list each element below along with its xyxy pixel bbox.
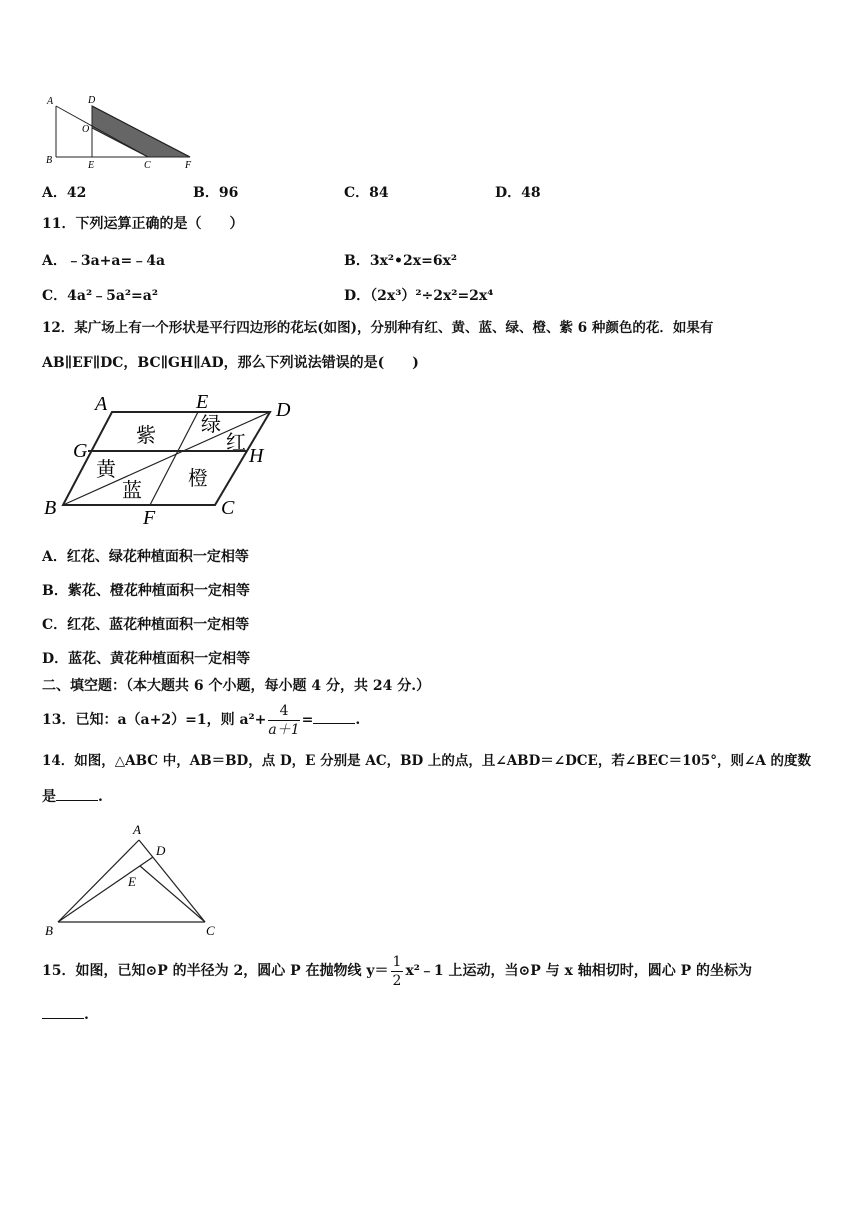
- q15-suffix: x²﹣1 上运动，当⊙P 与 x 轴相切时，圆心 P 的坐标为: [405, 963, 753, 979]
- q12-option-c[interactable]: C．红花、蓝花种植面积一定相等: [42, 617, 250, 633]
- q15-frac-den: 2: [392, 972, 402, 989]
- label-C: C: [206, 923, 215, 938]
- label-B: B: [45, 923, 53, 938]
- label-D: D: [156, 843, 166, 858]
- q15-line1: [42, 951, 752, 991]
- region-purple: 紫: [136, 425, 156, 447]
- q13-answer-blank[interactable]: [313, 709, 355, 724]
- region-yellow: 黄: [96, 459, 116, 481]
- label-E: E: [196, 392, 209, 413]
- q13-frac-num: 4: [268, 702, 299, 721]
- label-A: A: [133, 822, 141, 837]
- q10-option-a[interactable]: A．42: [42, 185, 87, 201]
- label-D: D: [276, 399, 291, 421]
- q13: [42, 700, 360, 740]
- figure-q10: [40, 92, 200, 172]
- q14-line1: 14．如图，△ABC 中，AB＝BD，点 D，E 分别是 AC，BD 上的点，且∠ABD＝∠DCE，若∠BEC＝105°，则∠A 的度数: [42, 753, 812, 769]
- q11-option-a[interactable]: A．﹣3a+a=﹣4a: [42, 253, 166, 269]
- label-E: E: [128, 874, 136, 889]
- region-blue: 蓝: [122, 480, 142, 502]
- q13-fraction: [268, 702, 299, 739]
- q15-answer-blank[interactable]: [42, 1004, 84, 1019]
- q14-line2: [42, 786, 103, 807]
- label-C: C: [221, 497, 235, 519]
- q15-frac-num: 1: [392, 953, 402, 970]
- q12-stem-line2: AB∥EF∥DC，BC∥GH∥AD，那么下列说法错误的是( ): [42, 355, 419, 371]
- q15-line2: [42, 1004, 89, 1025]
- q11-option-d[interactable]: D．（2x³）²÷2x²=2x⁴: [344, 288, 494, 304]
- q14-line2-prefix: 是: [42, 789, 56, 805]
- q13-end: .: [355, 712, 361, 728]
- label-A: A: [95, 393, 108, 415]
- q10-option-b[interactable]: B．96: [193, 185, 239, 201]
- label-B: B: [44, 497, 57, 519]
- figure-q14: [40, 818, 230, 940]
- label-B: B: [46, 155, 53, 166]
- q14-line2-suffix: .: [98, 789, 103, 805]
- q13-frac-den: a＋1: [268, 721, 300, 738]
- q11-option-c[interactable]: C．4a²﹣5a²=a²: [42, 288, 158, 304]
- q12-option-a[interactable]: A．红花、绿花种植面积一定相等: [42, 549, 249, 565]
- q12-option-d[interactable]: D．蓝花、黄花种植面积一定相等: [42, 651, 251, 667]
- q11-option-b[interactable]: B．3x²•2x=6x²: [344, 253, 458, 269]
- q14-answer-blank[interactable]: [56, 786, 98, 801]
- label-A: A: [47, 96, 54, 107]
- region-red: 红: [226, 432, 246, 454]
- label-G: G: [73, 440, 88, 462]
- label-D: D: [88, 95, 96, 106]
- label-E: E: [88, 160, 95, 171]
- region-orange: 橙: [188, 468, 208, 490]
- label-H: H: [249, 445, 264, 467]
- label-F: F: [185, 160, 192, 171]
- region-green: 绿: [201, 414, 221, 436]
- figure-q12: [40, 392, 310, 532]
- q10-option-c[interactable]: C．84: [344, 185, 389, 201]
- label-C: C: [144, 160, 151, 171]
- label-F: F: [143, 507, 156, 529]
- q10-option-d[interactable]: D．48: [495, 185, 541, 201]
- q12-option-b[interactable]: B．紫花、橙花种植面积一定相等: [42, 583, 250, 599]
- q13-prefix: 13．已知：a（a+2）=1，则 a²+: [42, 712, 267, 728]
- q11-stem: 11．下列运算正确的是（ ）: [42, 216, 244, 232]
- q12-stem-line1: 12．某广场上有一个形状是平行四边形的花坛(如图)，分别种有红、黄、蓝、绿、橙、紫 6 种颜色的花．如果有: [42, 320, 714, 336]
- label-O: O: [82, 124, 90, 135]
- q15-fraction: [391, 953, 404, 990]
- q15-prefix: 15．如图，已知⊙P 的半径为 2，圆心 P 在抛物线 y＝: [42, 963, 389, 979]
- q15-line2-suffix: .: [84, 1007, 89, 1023]
- section-heading: 二、填空题：（本大题共 6 个小题，每小题 4 分，共 24 分.）: [42, 678, 431, 694]
- q13-suffix: =: [301, 712, 314, 728]
